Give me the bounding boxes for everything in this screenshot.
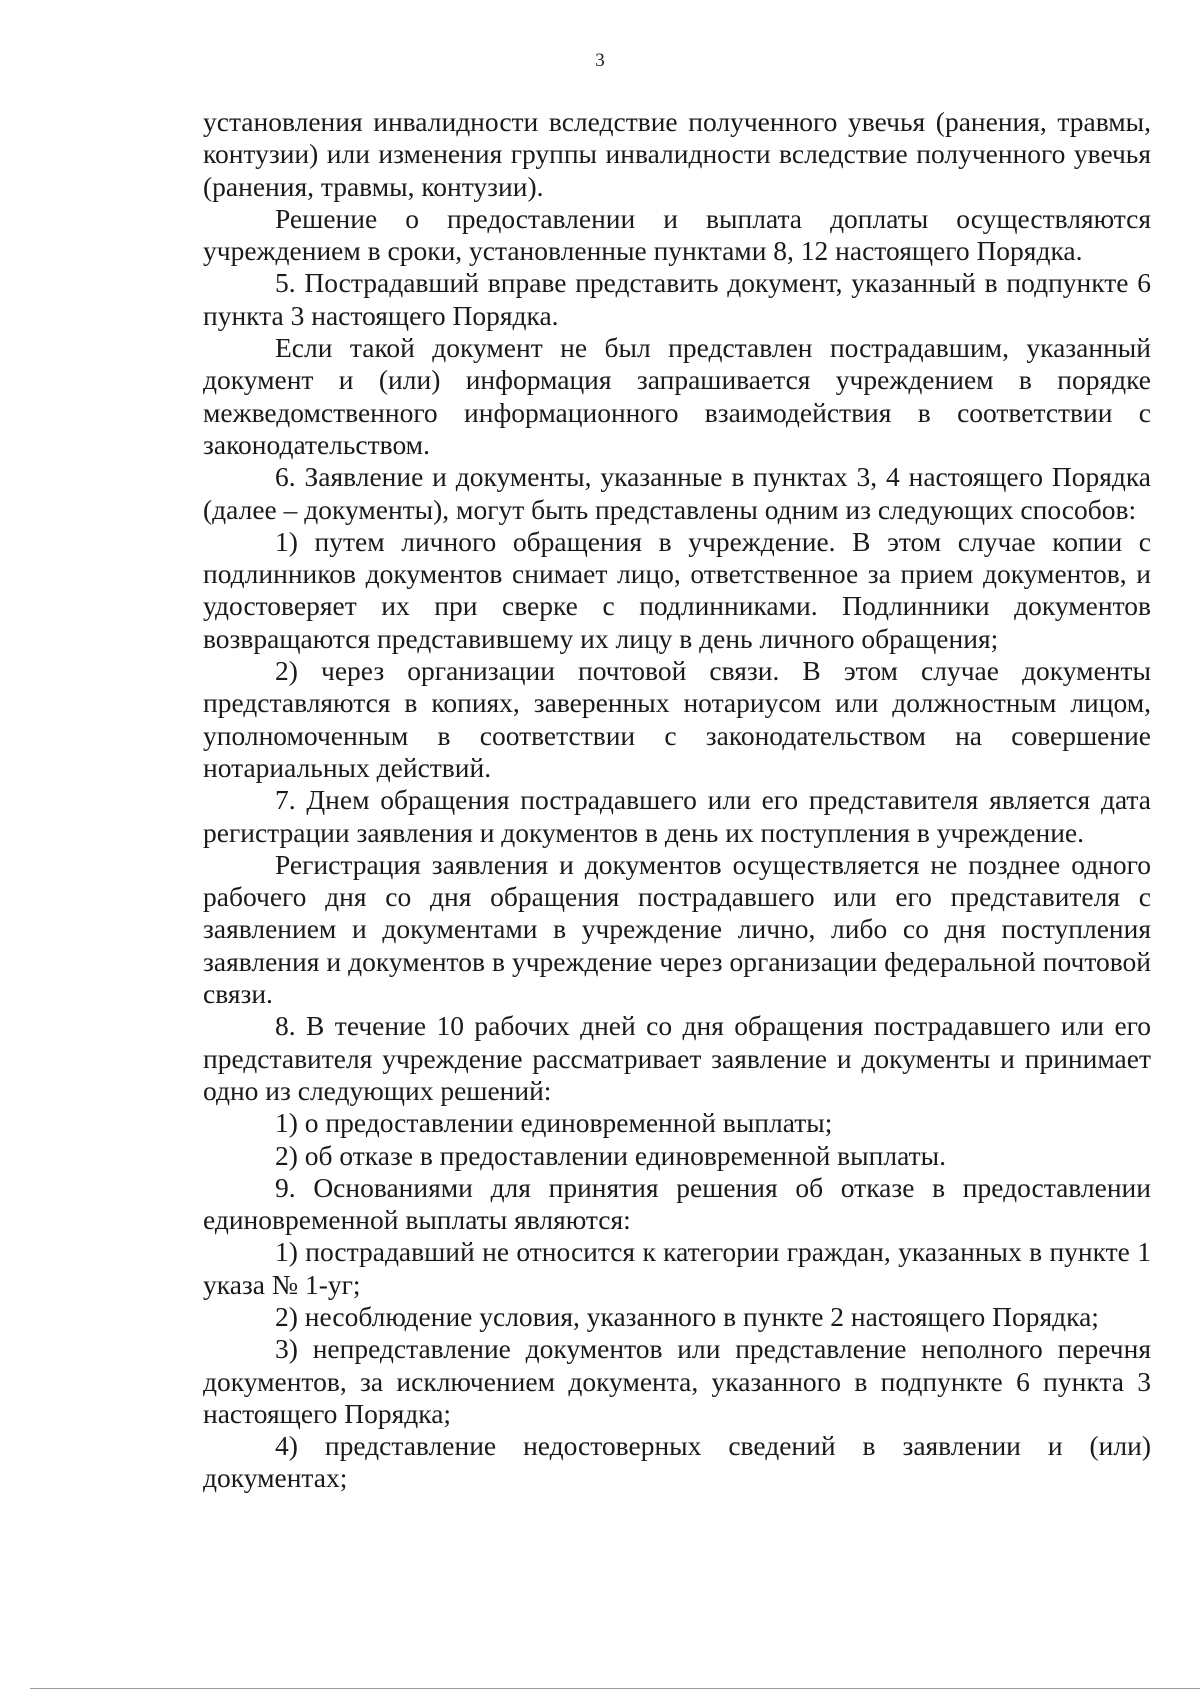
- paragraph: Если такой документ не был представлен пострадавшим, указанный документ и (или) информация запрашивается учреждением в порядке межведомственного информационного взаимодействия в соответствии с законодательством.: [203, 332, 1151, 460]
- paragraph: 7. Днем обращения пострадавшего или его представителя является дата регистрации заявления и документов в день их поступления в учреждение.: [203, 784, 1151, 848]
- paragraph: 6. Заявление и документы, указанные в пунктах 3, 4 настоящего Порядка (далее – документы), могут быть представлены одним из следующих способов:: [203, 461, 1151, 525]
- paragraph: Решение о предоставлении и выплата доплаты осуществляются учреждением в сроки, установленные пунктами 8, 12 настоящего Порядка.: [203, 202, 1151, 267]
- paragraph: 9. Основаниями для принятия решения об отказе в предоставлении единовременной выплаты являются:: [203, 1171, 1151, 1236]
- paragraph: 3) непредставление документов или представление неполного перечня документов, за исключением документа, указанного в подпункте 6 пункта 3 настоящего Порядка;: [203, 1333, 1151, 1429]
- page-number: 3: [595, 50, 605, 71]
- paragraph: 2) через организации почтовой связи. В этом случае документы представляются в копиях, заверенных нотариусом или должностным лицом, уполномоченным в соответствии с законодательством на совершение нотариальных действий.: [203, 655, 1151, 783]
- bottom-scan-line: [30, 1688, 1200, 1689]
- paragraph: 2) несоблюдение условия, указанного в пункте 2 настоящего Порядка;: [275, 1300, 1099, 1332]
- paragraph: 1) о предоставлении единовременной выплаты;: [275, 1107, 833, 1139]
- paragraph: 2) об отказе в предоставлении единовременной выплаты.: [275, 1139, 946, 1171]
- paragraph: установления инвалидности вследствие полученного увечья (ранения, травмы, контузии) или изменения группы инвалидности вследствие полученного увечья (ранения, травмы, контузии).: [203, 106, 1151, 202]
- paragraph: 1) пострадавший не относится к категории граждан, указанных в пункте 1 указа № 1-уг;: [203, 1236, 1151, 1300]
- paragraph: 5. Пострадавший вправе представить документ, указанный в подпункте 6 пункта 3 настоящего Порядка.: [203, 267, 1151, 331]
- paragraph: 8. В течение 10 рабочих дней со дня обращения пострадавшего или его представителя учреждение рассматривает заявление и документы и принимает одно из следующих решений:: [203, 1010, 1151, 1106]
- paragraph: Регистрация заявления и документов осуществляется не позднее одного рабочего дня со дня обращения пострадавшего или его представителя с заявлением и документами в учреждение лично, либо со дня поступления заявления и документов в учреждение через организации федеральной почтовой связи.: [203, 848, 1151, 1010]
- document-body: [203, 106, 1151, 1495]
- paragraph: 1) путем личного обращения в учреждение. В этом случае копии с подлинников документов снимает лицо, ответственное за прием документов, и удостоверяет их при сверке с подлинниками. Подлинники документов возвращаются представившему их лицу в день личного обращения;: [203, 525, 1151, 654]
- paragraph: 4) представление недостоверных сведений в заявлении и (или) документах;: [203, 1430, 1151, 1494]
